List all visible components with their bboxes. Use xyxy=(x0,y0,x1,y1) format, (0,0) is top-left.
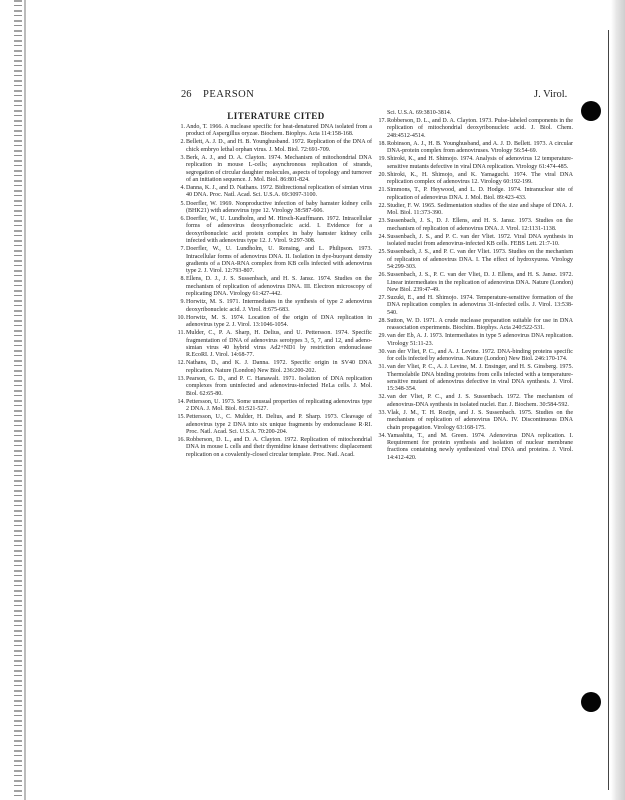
reference-text: Ando, T. 1966. A nuclease specific for heat-denatured DNA isolated from a product of Aspergillus oryzae. Biochem. Biophys. Acta 114:158-168. xyxy=(186,124,372,138)
reference-number: 19. xyxy=(378,156,386,163)
scan-left-edge xyxy=(14,0,22,800)
reference-text: Vlak, J. M., T. H. Rozijn, and J. S. Sussenbach. 1975. Studies on the mechanism of replication of adenovirus DNA. IV. Discontinuous DNA chain propagation. Virology 63:168-175. xyxy=(387,409,573,431)
reference-number: 20. xyxy=(378,171,386,178)
punch-hole-top xyxy=(581,101,601,121)
reference-item xyxy=(176,201,372,216)
reference-text: Robberson, D. L., and D. A. Clayton. 1973. Pulse-labeled components in the replication of mitochondrial deoxyribonucleic acid. J. Biol. Chem. 248:4512-4514. xyxy=(387,118,573,139)
reference-continuation: Sci. U.S.A. 69:3810-3814. xyxy=(387,110,452,116)
reference-item xyxy=(176,330,372,359)
reference-number: 9. xyxy=(180,299,185,306)
scan-right-edge xyxy=(611,0,625,800)
reference-item xyxy=(377,249,573,271)
reference-text: Pettersson, U. 1973. Some unusual properties of replicating adenovirus type 2 DNA. J. Mol. Biol. 81:521-527. xyxy=(186,398,372,413)
reference-text: Sutton, W. D. 1971. A crude nuclease preparation suitable for use in DNA reassociation experiments. Biochim. Biophys. Acta 240:522-531. xyxy=(387,317,573,332)
reference-number: 1. xyxy=(180,124,185,130)
reference-number: 6. xyxy=(180,216,185,223)
reference-text: Shiroki, K., H. Shimojo, and K. Yamaguchi. 1974. The viral DNA replication complex of adenovirus 12. Virology 60:192-199. xyxy=(387,171,573,186)
reference-item xyxy=(377,295,573,317)
reference-number: 10. xyxy=(177,314,185,321)
reference-text: Pearson, G. D., and P. C. Hanawalt. 1971. Isolation of DNA replication complexes from uninfected and adenovirus-infected HeLa cells. J. Mol. Biol. 62:65-80. xyxy=(186,375,372,397)
reference-number: 4. xyxy=(180,185,185,192)
reference-text: Robinson, A. J., H. B. Younghusband, and A. J. D. Bellett. 1973. A circular DNA-protein complex from adenoviruses. Virology 56:54-69. xyxy=(387,140,573,155)
reference-number: 25. xyxy=(378,249,386,256)
section-title: LITERATURE CITED xyxy=(227,111,325,121)
reference-item xyxy=(176,299,372,314)
reference-item xyxy=(377,203,573,218)
reference-item xyxy=(377,218,573,233)
reference-text: Mulder, C., P. A. Sharp, H. Delius, and U. Pettersson. 1974. Specific fragmentation of DNA of adenovirus serotypes 3, 5, 7, and 12, and adeno-simian virus 40 hybrid virus Ad2+ND1 by restriction endonuclease R.EcoRI. J. Virol. 14:68-77. xyxy=(186,330,372,359)
reference-number: 11. xyxy=(177,330,185,337)
reference-text: van der Vliet, P. C., A. J. Levine, M. J. Ensinger, and H. S. Ginsberg. 1975. Thermolabile DNA binding proteins from cells infected with a temperature-sensitive mutant of adenovirus defective in viral DNA synthesis. J. Virol. 15:348-354. xyxy=(387,364,573,393)
reference-number: 30. xyxy=(378,348,386,355)
reference-text: Ellens, D. J., J. S. Sussenbach, and H. S. Jansz. 1974. Studies on the mechanism of replication of adenovirus DNA. III. Electron microscopy of replicating DNA. Virology 61:427-442. xyxy=(186,276,372,298)
reference-item xyxy=(377,410,573,432)
reference-item xyxy=(377,234,573,249)
reference-text: Robberson, D. L., and D. A. Clayton. 1972. Replication of mitochondrial DNA in mouse L cells and their thymidine kinase derivatives: displacement replication on a covalently-closed circular template. Proc. Natl. Acad. xyxy=(186,437,372,458)
reference-text: Nathans, D., and K. J. Danna. 1972. Specific origin in SV40 DNA replication. Nature (London) New Biol. 236:200-202. xyxy=(186,360,372,374)
reference-text: Suzuki, E., and H. Shimojo. 1974. Temperature-sensitive formation of the DNA replication complex in adenovirus 31-infected cells. J. Virol. 13:538-540. xyxy=(387,295,573,316)
reference-text: van der Eb, A. J. 1973. Intermediates in type 5 adenovirus DNA replication. Virology 51:11-23. xyxy=(387,333,573,347)
reference-text: Doerfler, W., U. Lundholm, U. Rensing, and L. Philipson. 1973. Intracellular forms of adenovirus DNA. II. Isolation in dye-buoyant density gradients of a DNA-RNA complex from KB cells infected with adenovirus type 2. J. Virol. 12:793-807. xyxy=(186,246,372,275)
reference-number: 31. xyxy=(378,364,386,371)
reference-item xyxy=(176,360,372,375)
right-reference-column xyxy=(377,110,573,463)
reference-item xyxy=(377,349,573,364)
reference-item xyxy=(176,216,372,245)
reference-item xyxy=(176,376,372,398)
reference-number: 15. xyxy=(177,414,185,421)
reference-number: 33. xyxy=(378,409,386,416)
reference-item xyxy=(176,437,372,459)
reference-text: Sussenbach, J. S., and P. C. van der Vliet. 1972. Viral DNA synthesis in isolated nuclei from adenovirus-infected KB cells. FEBS Lett. 21:7-10. xyxy=(387,233,573,248)
reference-number: 26. xyxy=(378,272,386,279)
reference-text: Yamashita, T., and M. Green. 1974. Adenovirus DNA replication. I. Requirement for protein synthesis and isolation of nuclear membrane fractions containing newly synthesized viral DNA and proteins. J. Virol. 14:412-420. xyxy=(387,432,573,461)
reference-item xyxy=(377,272,573,294)
reference-item xyxy=(176,155,372,184)
reference-text: Shiroki, K., and H. Shimojo. 1974. Analysis of adenovirus 12 temperature-sensitive mutants defective in viral DNA replication. Virology 61:474-485. xyxy=(387,156,573,170)
reference-number: 8. xyxy=(180,276,185,283)
reference-number: 32. xyxy=(378,394,386,401)
reference-item xyxy=(176,124,372,139)
running-head: PEARSON xyxy=(203,89,255,100)
reference-number: 22. xyxy=(378,202,386,209)
reference-text: Danna, K. J., and D. Nathans. 1972. Bidirectional replication of simian virus 40 DNA. Proc. Natl. Acad. Sci. U.S.A. 69:3097-3100. xyxy=(186,185,372,199)
punch-hole-bottom xyxy=(581,692,601,712)
reference-item xyxy=(176,185,372,200)
reference-item xyxy=(377,364,573,393)
reference-number: 28. xyxy=(378,317,386,324)
reference-text: van der Vliet, P. C., and J. S. Sussenbach. 1972. The mechanism of adenovirus-DNA synthesis in isolated nuclei. Eur. J. Biochem. 30:584-592. xyxy=(387,394,573,408)
reference-number: 2. xyxy=(180,139,185,146)
reference-number: 29. xyxy=(378,333,386,340)
reference-number: 3. xyxy=(180,154,185,161)
reference-text: Studier, F. W. 1965. Sedimentation studies of the size and shape of DNA. J. Mol. Biol. 11:373-390. xyxy=(387,202,573,217)
reference-item xyxy=(377,141,573,156)
reference-text: Bellett, A. J. D., and H. B. Younghusband. 1972. Replication of the DNA of chick embryo lethal orphan virus. J. Mol. Biol. 72:691-709. xyxy=(186,139,372,153)
reference-item xyxy=(377,318,573,333)
reference-item xyxy=(176,414,372,436)
reference-item xyxy=(377,156,573,171)
journal-abbrev: J. Virol. xyxy=(534,89,568,100)
reference-text: Sussenbach, J. S., and P. C. van der Vliet. 1973. Studies on the mechanism of replication of adenovirus DNA. I. The effect of hydroxyurea. Virology 54:299-303. xyxy=(387,249,573,271)
reference-item xyxy=(176,276,372,298)
reference-text: Sussenbach, J. S., P. C. van der Vliet, D. J. Ellens, and H. S. Jansz. 1972. Linear intermediates in the replication of adenovirus DNA. Nature (London) New Biol. 239:47-49. xyxy=(387,272,573,293)
reference-item xyxy=(377,333,573,348)
reference-item xyxy=(176,246,372,275)
scan-left-edge-line xyxy=(24,0,26,800)
reference-number: 13. xyxy=(177,375,185,382)
reference-text: Simmons, T., P. Heywood, and L. D. Hodge. 1974. Intranuclear site of replication of adenovirus DNA. J. Mol. Biol. 89:423-433. xyxy=(387,187,573,201)
reference-number: 17. xyxy=(378,118,386,125)
reference-item xyxy=(176,315,372,330)
reference-text: Horwitz, M. S. 1974. Location of the origin of DNA replication in adenovirus type 2. J. Virol. 13:1046-1054. xyxy=(186,314,372,329)
page-number: 26 xyxy=(181,89,192,100)
reference-text: Berk, A. J., and D. A. Clayton. 1974. Mechanism of mitochondrial DNA replication in mouse L-cells; asynchronous replication of strands, segregation of circular daughter molecules, aspects of topology and turnover of an initiation sequence. J. Mol. Biol. 86:801-824. xyxy=(186,154,372,183)
left-reference-column xyxy=(176,124,372,460)
reference-number: 24. xyxy=(378,233,386,240)
reference-number: 21. xyxy=(378,187,386,194)
reference-text: Sussenbach, J. S., D. J. Ellens, and H. S. Jansz. 1973. Studies on the mechanism of replication of adenovirus DNA. J. Virol. 12:1131-1138. xyxy=(387,218,573,232)
reference-number: 12. xyxy=(177,360,185,367)
reference-number: 27. xyxy=(378,295,386,302)
scan-right-border-line xyxy=(608,30,609,790)
reference-text: van der Vliet, P. C., and A. J. Levine. 1972. DNA-binding proteins specific for cells infected by adenovirus. Nature (London) New Biol. 246:170-174. xyxy=(387,348,573,363)
reference-text: Pettersson, U., C. Mulder, H. Delius, and P. Sharp. 1973. Cleavage of adenovirus type 2 DNA into six unique fragments by endonuclease R·RI. Proc. Natl. Acad. Sci. U.S.A. 70:200-204. xyxy=(186,414,372,435)
reference-item xyxy=(176,399,372,414)
reference-number: 7. xyxy=(180,246,185,253)
reference-number: 5. xyxy=(180,200,185,207)
reference-number: 16. xyxy=(177,437,185,444)
reference-item xyxy=(377,118,573,140)
reference-text: Doerfler, W. 1969. Nonproductive infection of baby hamster kidney cells (BHK21) with adenovirus type 12. Virology 38:587-606. xyxy=(186,200,372,214)
reference-text: Horwitz, M. S. 1971. Intermediates in the synthesis of type 2 adenovirus deoxyribonucleic acid. J. Virol. 8:675-683. xyxy=(186,299,372,313)
reference-text: Doerfler, W., U. Lundholm, and M. Hirsch-Kauffmann. 1972. Intracellular forms of adenovirus deoxyribonucleic acid. I. Evidence for a deoxyribonucleic acid protein complex in baby hamster kidney cells infected with adenovirus type 12. J. Virol. 9:297-308. xyxy=(186,216,372,245)
reference-number: 23. xyxy=(378,218,386,225)
reference-number: 34. xyxy=(378,432,386,439)
reference-item xyxy=(377,187,573,202)
reference-number: 18. xyxy=(378,140,386,147)
reference-item xyxy=(377,433,573,462)
reference-item xyxy=(176,139,372,154)
reference-number: 14. xyxy=(177,398,185,405)
reference-item xyxy=(377,394,573,409)
reference-item xyxy=(377,172,573,187)
